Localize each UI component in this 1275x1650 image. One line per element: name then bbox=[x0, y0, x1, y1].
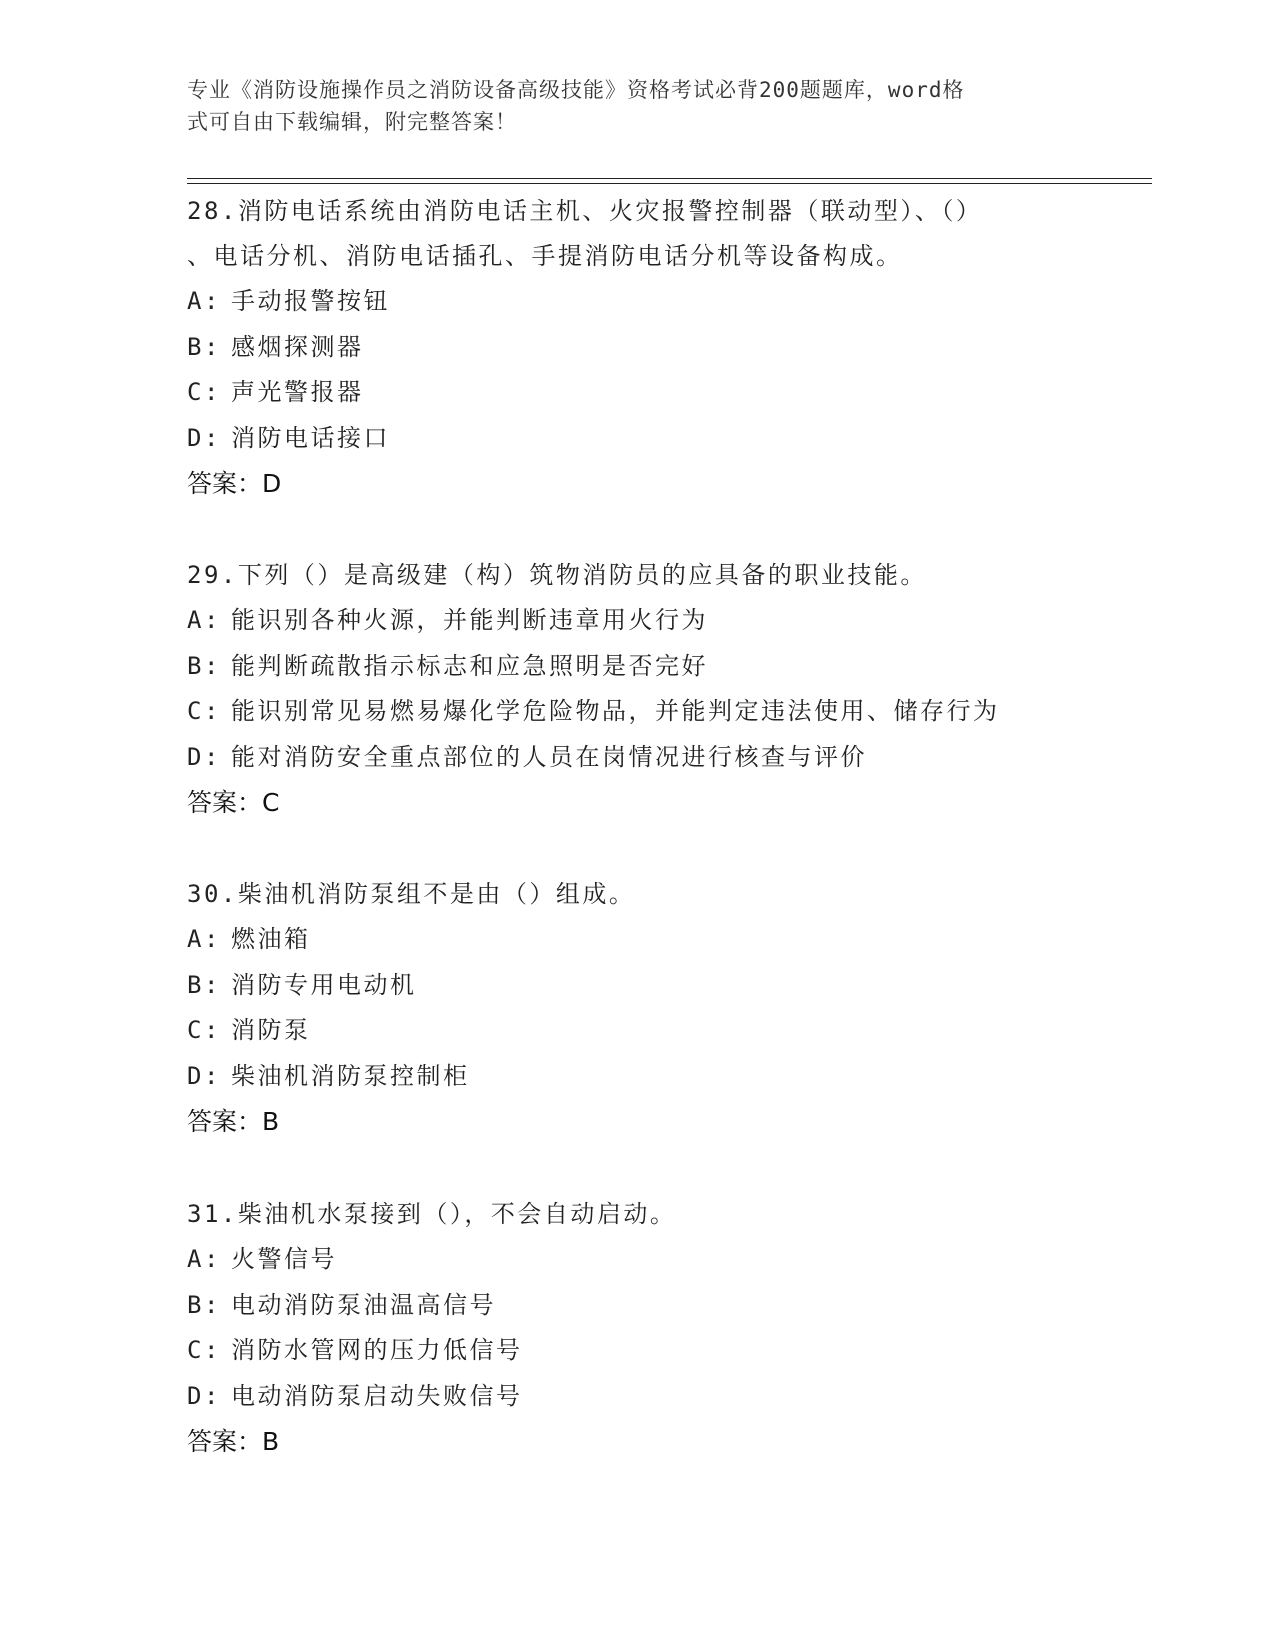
document-header bbox=[187, 74, 1067, 138]
option-key: C: bbox=[187, 1016, 221, 1044]
header-divider-bottom bbox=[187, 183, 1152, 184]
option-key: B: bbox=[187, 970, 221, 999]
option-text: 消防泵 bbox=[231, 1016, 311, 1044]
option-key: C: bbox=[187, 1336, 221, 1364]
option-text: 电动消防泵启动失败信号 bbox=[231, 1381, 523, 1410]
header-divider-top bbox=[187, 178, 1152, 179]
option-a bbox=[187, 279, 1087, 325]
question-stem-line-2: 、电话分机、消防电话插孔、手提消防电话分机等设备构成。 bbox=[187, 242, 903, 270]
option-d bbox=[187, 416, 1087, 462]
option-key: D: bbox=[187, 1381, 221, 1410]
option-key: A: bbox=[187, 287, 221, 315]
option-key: A: bbox=[187, 925, 221, 953]
option-c bbox=[187, 370, 1087, 416]
option-text: 能判断疏散指示标志和应急照明是否完好 bbox=[231, 651, 708, 680]
question-stem-line-1: 28.消防电话系统由消防电话主机、火灾报警控制器（联动型）、（） bbox=[187, 197, 983, 225]
answer-line: 答案：B bbox=[187, 1107, 280, 1136]
option-b bbox=[187, 1283, 1087, 1329]
question-stem-line-1: 31.柴油机水泵接到（），不会自动启动。 bbox=[187, 1200, 677, 1228]
option-text: 消防电话接口 bbox=[231, 423, 390, 452]
header-line-2: 式可自由下载编辑，附完整答案！ bbox=[187, 110, 517, 134]
option-c bbox=[187, 689, 1087, 735]
question-28 bbox=[187, 189, 1087, 507]
option-text: 电动消防泵油温高信号 bbox=[231, 1290, 496, 1319]
option-key: C: bbox=[187, 697, 221, 725]
option-text: 手动报警按钮 bbox=[231, 287, 390, 315]
option-text: 柴油机消防泵控制柜 bbox=[231, 1061, 470, 1090]
option-b bbox=[187, 644, 1087, 690]
option-key: B: bbox=[187, 332, 221, 361]
option-key: A: bbox=[187, 1245, 221, 1273]
question-stem-line-1: 30.柴油机消防泵组不是由（）组成。 bbox=[187, 880, 636, 908]
option-c bbox=[187, 1328, 1087, 1374]
question-30 bbox=[187, 872, 1087, 1145]
question-31 bbox=[187, 1192, 1087, 1465]
header-line-1: 专业《消防设施操作员之消防设备高级技能》资格考试必背200题题库，word格 bbox=[187, 78, 965, 102]
option-key: D: bbox=[187, 1061, 221, 1090]
option-c bbox=[187, 1008, 1087, 1054]
answer-line: 答案：B bbox=[187, 1427, 280, 1456]
option-a bbox=[187, 917, 1087, 963]
option-key: D: bbox=[187, 742, 221, 771]
option-key: B: bbox=[187, 651, 221, 680]
option-key: D: bbox=[187, 423, 221, 452]
option-text: 能识别各种火源，并能判断违章用火行为 bbox=[231, 606, 708, 634]
option-text: 消防水管网的压力低信号 bbox=[231, 1336, 523, 1364]
option-b bbox=[187, 963, 1087, 1009]
option-text: 消防专用电动机 bbox=[231, 970, 417, 999]
option-b bbox=[187, 325, 1087, 371]
option-text: 声光警报器 bbox=[231, 378, 364, 406]
option-key: C: bbox=[187, 378, 221, 406]
option-text: 火警信号 bbox=[231, 1245, 337, 1273]
answer-line: 答案：D bbox=[187, 469, 282, 498]
option-d bbox=[187, 1054, 1087, 1100]
option-key: B: bbox=[187, 1290, 221, 1319]
option-a bbox=[187, 598, 1087, 644]
option-d bbox=[187, 1374, 1087, 1420]
option-text: 燃油箱 bbox=[231, 925, 311, 953]
option-text: 能识别常见易燃易爆化学危险物品，并能判定违法使用、储存行为 bbox=[231, 697, 1000, 725]
option-text: 感烟探测器 bbox=[231, 332, 364, 361]
answer-line: 答案：C bbox=[187, 788, 280, 817]
option-d bbox=[187, 735, 1087, 781]
question-29 bbox=[187, 553, 1087, 826]
option-a bbox=[187, 1237, 1087, 1283]
question-stem-line-1: 29.下列（）是高级建（构）筑物消防员的应具备的职业技能。 bbox=[187, 561, 927, 589]
option-key: A: bbox=[187, 606, 221, 634]
option-text: 能对消防安全重点部位的人员在岗情况进行核查与评价 bbox=[231, 742, 867, 771]
